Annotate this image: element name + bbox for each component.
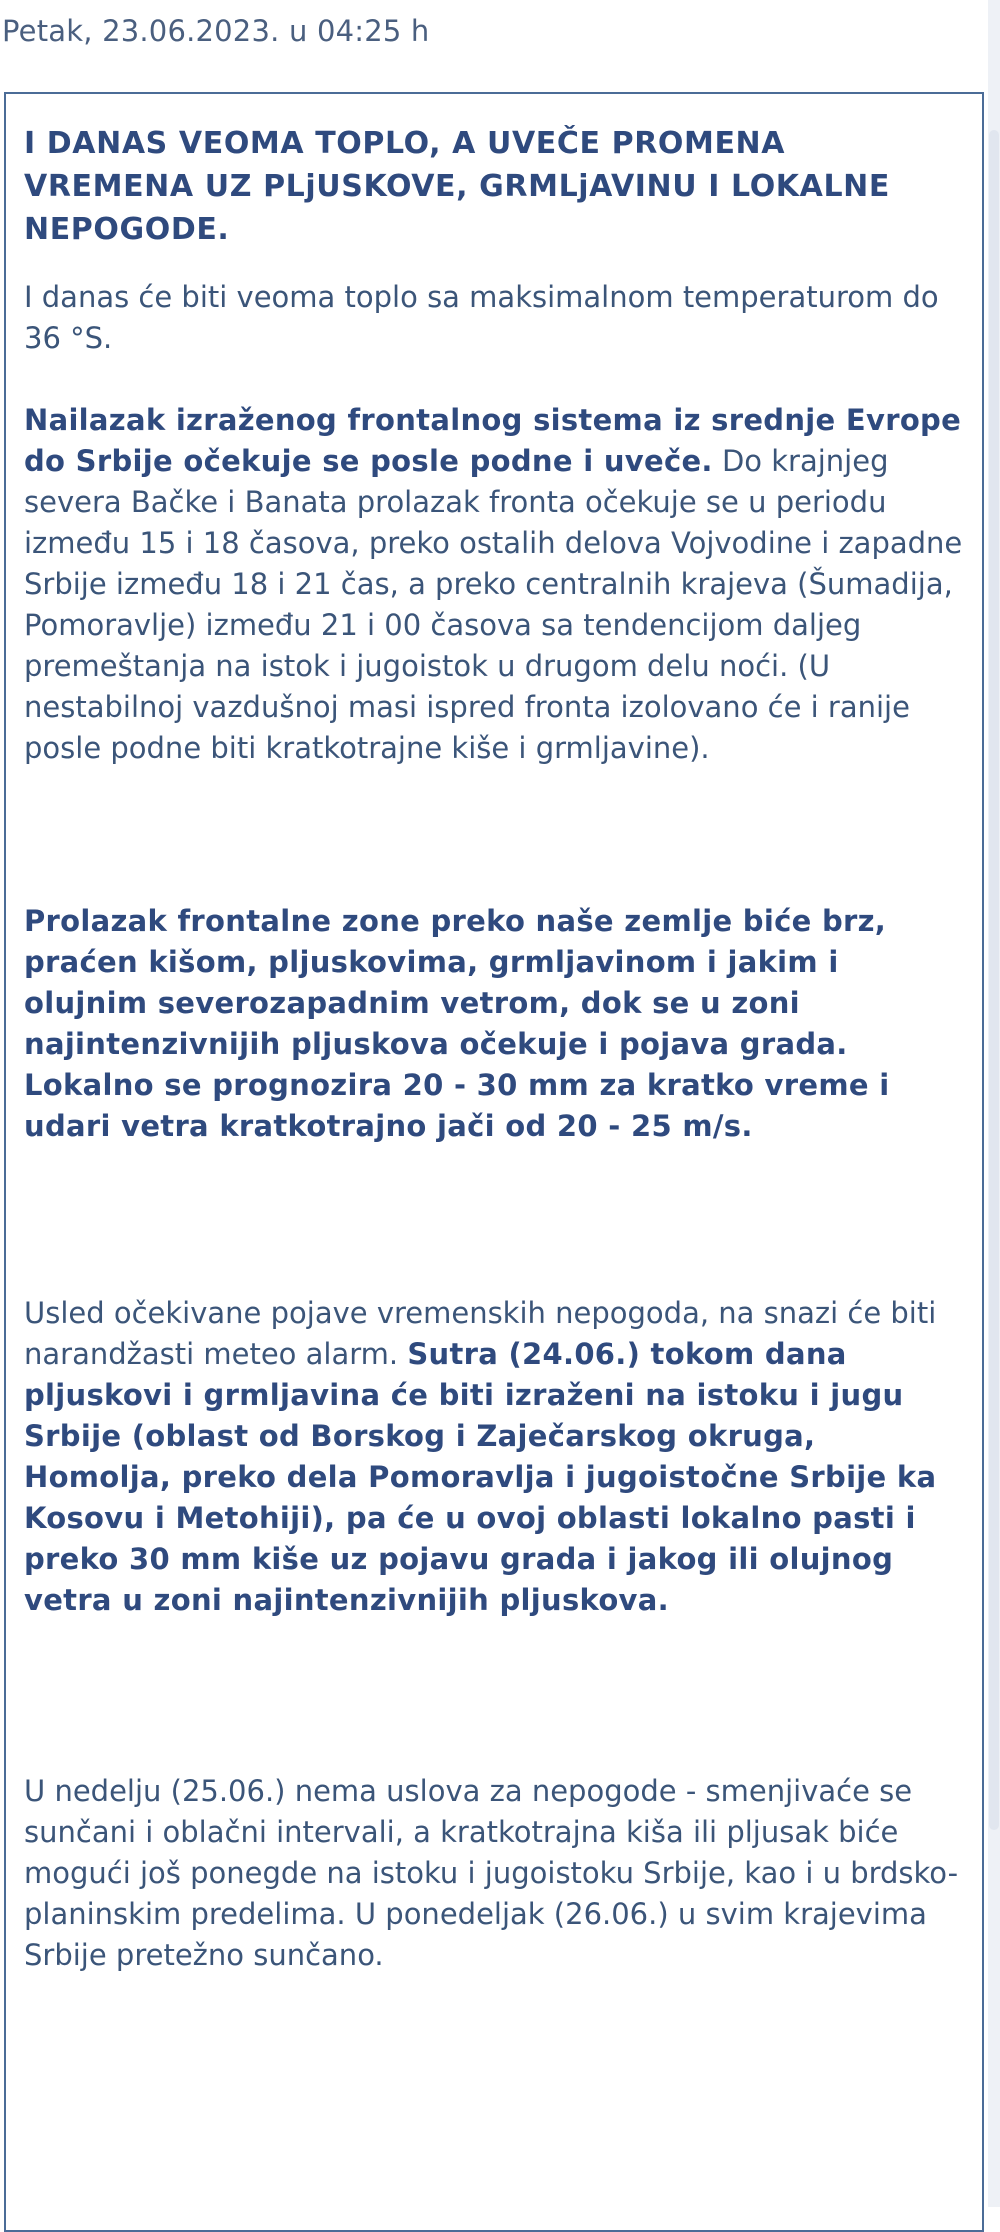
- paragraph-front-arrival-bold: Nailazak izraženog frontalnog sistema iz srednje Evrope do Srbije očekuje se posle podne i uveče.: [24, 403, 962, 478]
- scrollbar-thumb[interactable]: [989, 130, 999, 1830]
- paragraph-temperature: I danas će biti veoma toplo sa maksimalnom temperaturom do 36 °S.: [24, 280, 939, 355]
- paragraph-front-arrival: [24, 400, 964, 769]
- paragraph-sunday: U nedelju (25.06.) nema uslova za nepogode - smenjivaće se sunčani i oblačni intervali, a kratkotrajna kiša ili pljusak biće mogući još ponegde na istoku i jugoistoku Srbije, kao i u brdsko-planinskim predelima. U ponedeljak (26.06.) u svim krajevima Srbije pretežno sunčano.: [24, 1774, 959, 1972]
- paragraph-front-passage: Prolazak frontalne zone preko naše zemlje biće brz, praćen kišom, pljuskovima, grmljavinom i jakim i olujnim severozapadnim vetrom, dok se u zoni najintenzivnijih pljuskova očekuje i pojava grada. Lokalno se prognozira 20 - 30 mm za kratko vreme i udari vetra kratkotrajno jači od 20 - 25 m/s.: [24, 904, 890, 1143]
- scrollbar-track[interactable]: [988, 0, 1000, 2207]
- spacer: [24, 769, 964, 901]
- paragraph-alarm: [24, 1293, 964, 1621]
- forecast-headline: I DANAS VEOMA TOPLO, A UVEČE PROMENA VREMENA UZ PLjUSKOVE, GRMLjAVINU I LOKALNE NEPOGODE.: [24, 126, 890, 247]
- paragraph-alarm-regular: Usled očekivane pojave vremenskih nepogoda, na snazi će biti narandžasti meteo alarm.: [24, 1296, 937, 1371]
- spacer: [24, 1621, 964, 1771]
- spacer: [24, 1147, 964, 1293]
- publish-date: Petak, 23.06.2023. u 04:25 h: [2, 14, 430, 48]
- forecast-content: [24, 122, 964, 1976]
- paragraph-alarm-bold: Sutra (24.06.) tokom dana pljuskovi i grmljavina će biti izraženi na istoku i jugu Srbije (oblast od Borskog i Zaječarskog okruga, Homolja, preko dela Pomoravlja i jugoistočne Srbije ka Kosovu i Metohiji), pa će u ovoj oblasti lokalno pasti i preko 30 mm kiše uz pojavu grada i jakog ili olujnog vetra u zoni najintenzivnijih pljuskova.: [24, 1337, 937, 1617]
- paragraph-front-arrival-detail: Do krajnjeg severa Bačke i Banata prolazak fronta očekuje se u periodu između 15 i 18 časova, preko ostalih delova Vojvodine i zapadne Srbije između 18 i 21 čas, a preko centralnih krajeva (Šumadija, Pomoravlje) između 21 i 00 časova sa tendencijom daljeg premeštanja na istok i jugoistok u drugom delu noći. (U nestabilnoj vazdušnoj masi ispred fronta izolovano će i ranije posle podne biti kratkotrajne kiše i grmljavine).: [24, 444, 963, 765]
